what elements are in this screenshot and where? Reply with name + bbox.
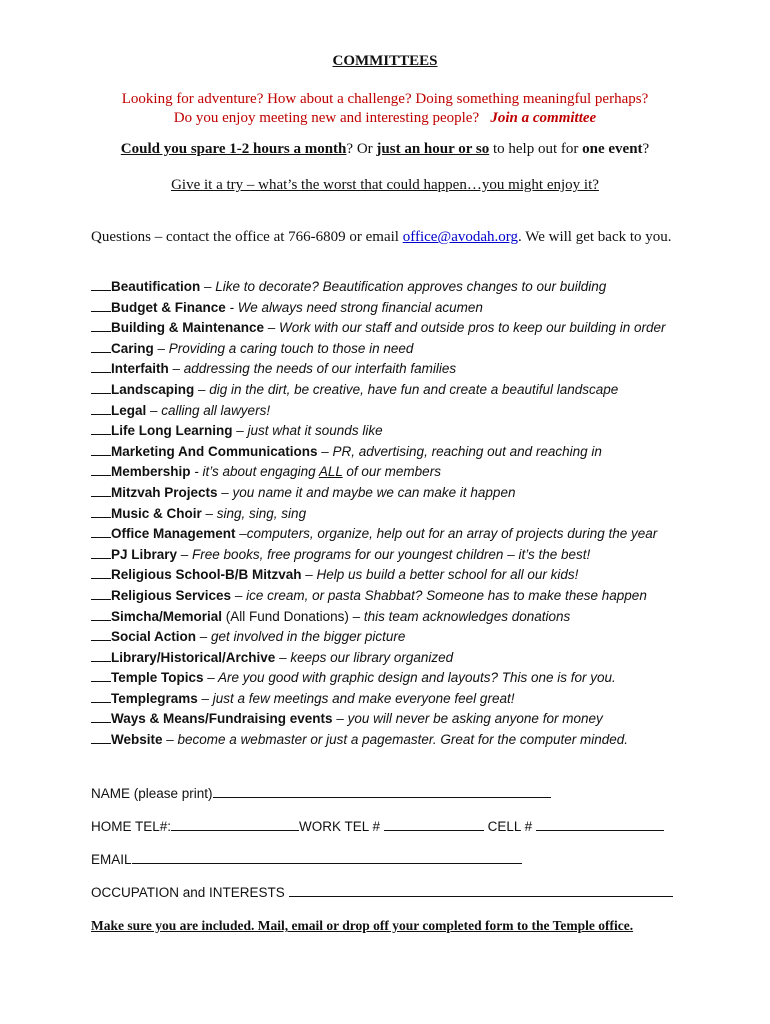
committee-description: – addressing the needs of our interfaith families [168,361,457,377]
committee-name: Office Management [111,526,236,542]
committee-item [91,586,751,607]
name-label: NAME (please print) [91,786,213,801]
spare-part-2: ? Or [346,141,377,157]
occupation-label: OCCUPATION and INTERESTS [91,885,289,900]
committee-name: Website [111,732,163,748]
committee-item [91,421,751,442]
committee-checkbox-blank[interactable] [91,462,111,476]
email-link[interactable]: office@avodah.org [402,229,519,245]
intro-line-1: Looking for adventure? How about a challenge? Doing something meaningful perhaps? [121,91,649,107]
committee-name: Social Action [111,629,197,645]
questions-line [91,229,672,246]
intro-line-2 [0,109,770,128]
cell-blank[interactable] [536,818,664,831]
committee-item [91,545,751,566]
committee-checkbox-blank[interactable] [91,380,111,394]
committee-checkbox-blank[interactable] [91,421,111,435]
spare-part-1: Could you spare 1-2 hours a month [120,141,347,157]
committee-item [91,607,751,628]
page-title: COMMITTEES [332,53,438,69]
committee-description: – Are you good with graphic design and layouts? This one is for you. [203,670,616,686]
committee-name: Ways & Means/Fundraising events [111,711,333,727]
email-label: EMAIL [91,852,132,867]
committee-item [91,298,751,319]
home-tel-label: HOME TEL#: [91,819,172,834]
committee-description: – calling all lawyers! [146,402,271,418]
phone-row [91,818,664,834]
committee-note: (All Fund Donations) [222,608,349,624]
committee-name: Building & Maintenance [111,320,265,336]
closing-instructions: Make sure you are included. Mail, email or drop off your completed form to the Temple office. [91,918,634,933]
spare-part-6: ? [642,141,650,157]
committee-name: Religious School-B/B Mitzvah [111,567,302,583]
committee-checkbox-blank[interactable] [91,318,111,332]
committee-item [91,318,751,339]
committee-description: – sing, sing, sing [201,505,307,521]
committee-description: – Help us build a better school for all our kids! [301,567,579,583]
committee-name: Budget & Finance [111,299,226,315]
email-blank[interactable] [132,851,522,864]
committee-name: Music & Choir [111,505,202,521]
work-tel-label: WORK TEL # [299,819,384,834]
committee-checkbox-blank[interactable] [91,359,111,373]
committee-item [91,339,751,360]
committee-name: Marketing And Communications [111,443,318,459]
committee-description: – get involved in the bigger picture [196,629,406,645]
committee-checkbox-blank[interactable] [91,627,111,641]
committee-description: - it’s about engaging [190,464,319,480]
committee-item [91,648,751,669]
committee-checkbox-blank[interactable] [91,483,111,497]
committee-description: – become a webmaster or just a pagemaster. Great for the computer minded. [162,732,628,748]
committee-name: Mitzvah Projects [111,484,218,500]
committee-checkbox-blank[interactable] [91,709,111,723]
committee-description: - We always need strong financial acumen [225,299,483,315]
committee-checkbox-blank[interactable] [91,586,111,600]
intro-text [0,90,770,128]
committee-item [91,277,751,298]
committee-item [91,627,751,648]
intro-line-2-text: Do you enjoy meeting new and interesting people? [173,110,480,126]
committee-description: – Like to decorate? Beautification approves changes to our building [200,279,607,294]
name-row [91,785,551,801]
committee-checkbox-blank[interactable] [91,730,111,744]
name-blank[interactable] [213,785,551,798]
committee-description: –computers, organize, help out for an array of projects during the year [235,526,658,542]
committee-checkbox-blank[interactable] [91,401,111,415]
committee-item [91,668,751,689]
committee-description: – just what it sounds like [232,423,383,439]
committee-name: Caring [111,340,154,356]
committee-description: – Free books, free programs for our youngest children – it’s the best! [177,546,591,562]
committee-item [91,359,751,380]
committee-checkbox-blank[interactable] [91,607,111,621]
committee-name: PJ Library [111,546,178,562]
committee-checkbox-blank[interactable] [91,565,111,579]
committee-description: – you name it and maybe we can make it happen [217,484,516,500]
committee-checkbox-blank[interactable] [91,689,111,703]
committee-checkbox-blank[interactable] [91,339,111,353]
committee-name: Religious Services [111,587,232,603]
committee-item [91,565,751,586]
occupation-row [91,884,673,900]
committee-emphasis: ALL [318,464,343,480]
committee-description: – Work with our staff and outside pros to keep our building in order [264,320,666,336]
committee-checkbox-blank[interactable] [91,524,111,538]
committee-description: – keeps our library organized [275,649,454,665]
committee-description: – ice cream, or pasta Shabbat? Someone has to make these happen [231,587,647,603]
home-tel-blank[interactable] [171,818,299,831]
committee-name: Temple Topics [111,670,204,686]
committee-description-tail: of our members [342,464,441,480]
try-it-line: Give it a try – what’s the worst that could happen…you might enjoy it? [171,177,599,193]
committee-item [91,709,751,730]
committee-name: Templegrams [111,690,198,706]
committee-checkbox-blank[interactable] [91,298,111,312]
committee-name: Legal [111,402,147,418]
committee-name: Membership [111,464,191,480]
spare-part-3: just an hour or so [376,141,490,157]
questions-after: . We will get back to you. [518,229,672,245]
committee-description: – dig in the dirt, be creative, have fun and create a beautiful landscape [194,381,619,397]
committee-description: – Providing a caring touch to those in need [153,340,414,356]
committee-name: Life Long Learning [111,423,233,439]
committee-item [91,483,751,504]
committee-list [91,277,751,751]
committee-checkbox-blank[interactable] [91,277,111,291]
committee-checkbox-blank[interactable] [91,648,111,662]
committee-description: – PR, advertising, reaching out and reaching in [317,443,602,459]
spare-part-4: to help out for [489,141,583,157]
committee-checkbox-blank[interactable] [91,442,111,456]
committee-checkbox-blank[interactable] [91,545,111,559]
committee-name: Beautification [111,279,201,294]
occupation-blank[interactable] [289,884,673,897]
committee-item [91,689,751,710]
committee-item [91,524,751,545]
committee-name: Landscaping [111,381,195,397]
join-committee-callout: Join a committee [490,110,597,126]
committee-name: Library/Historical/Archive [111,649,276,665]
committee-description: – just a few meetings and make everyone feel great! [197,690,515,706]
committee-item [91,442,751,463]
email-row [91,851,522,867]
committee-name: Interfaith [111,361,169,377]
cell-label: CELL # [483,819,536,834]
committee-description: – this team acknowledges donations [348,608,571,624]
spare-part-5: one event [582,141,643,157]
committee-item [91,730,751,751]
questions-before: Questions – contact the office at 766-6809 or email [91,229,403,245]
committee-item [91,504,751,525]
committee-description: – you will never be asking anyone for money [332,711,603,727]
spare-time-question [0,141,770,158]
committee-checkbox-blank[interactable] [91,504,111,518]
committee-item [91,380,751,401]
committee-item [91,401,751,422]
committee-checkbox-blank[interactable] [91,668,111,682]
committee-name: Simcha/Memorial [111,608,223,624]
work-tel-blank[interactable] [384,818,484,831]
committee-item [91,462,751,483]
